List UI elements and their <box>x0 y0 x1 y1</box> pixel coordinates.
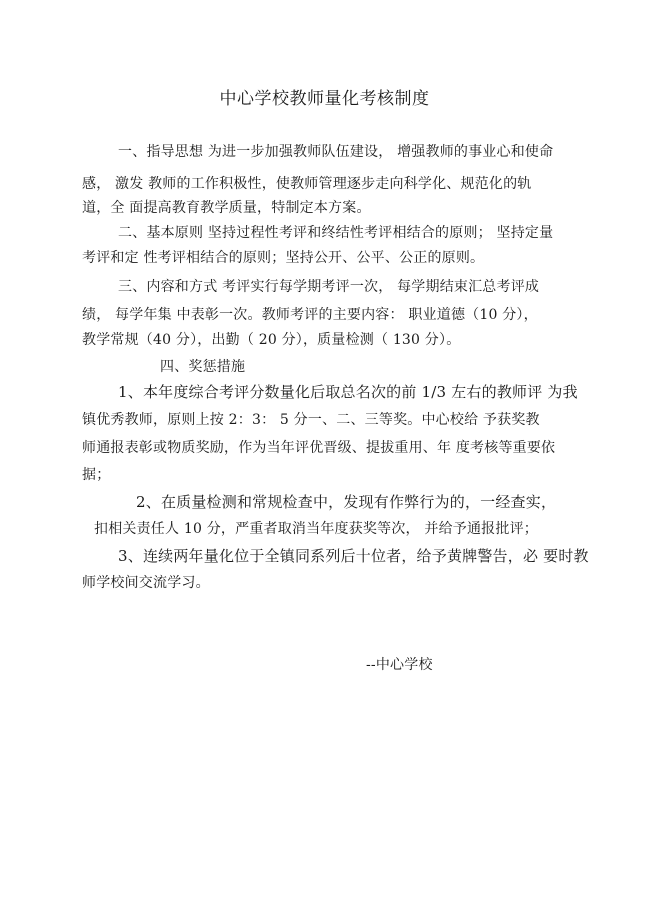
section4-item3-line1: 3、连续两年量化位于全镇同系列后十位者，给予黄牌警告，必 要时教 <box>118 547 589 565</box>
section1-line2: 感， 激发 教师的工作积极性，使教师管理逐步走向科学化、规范化的轨 <box>82 176 532 192</box>
section3-line1: 三、内容和方式 考评实行每学期考评一次， 每学期结束汇总考评成 <box>118 279 540 295</box>
section3-line3: 教学常规（40 分），出勤（ 20 分），质量检测（ 130 分）。 <box>82 332 461 348</box>
section4-item1-line1: 1、本年度综合考评分数量化后取总名次的前 1/3 左右的教师评 为我 <box>118 383 578 401</box>
section4-item1-line3: 师通报表彰或物质奖励，作为当年评优晋级、提拔重用、年 度考核等重要依 <box>82 440 556 456</box>
section4-item1-line2: 镇优秀教师，原则上按 2：3： 5 分一、二、三等奖。中心校给 予获奖教 <box>82 412 540 428</box>
section3-line2: 绩， 每学年集 中表彰一次。教师考评的主要内容： 职业道德（10 分）， <box>82 307 538 323</box>
signature: --中心学校 <box>366 657 433 673</box>
section4-item2-line2: 扣相关责任人 10 分，严重者取消当年度获奖等次， 并给予通报批评； <box>94 521 538 537</box>
section4-item1-line4: 据； <box>82 467 111 483</box>
section4-item3-line2: 师学校间交流学习。 <box>82 575 210 591</box>
section4-heading: 四、奖惩措施 <box>160 359 246 375</box>
section2-line1: 二、基本原则 坚持过程性考评和终结性考评相结合的原则； 坚持定量 <box>118 225 554 241</box>
section1-line3: 道，全 面提高教育教学质量，特制定本方案。 <box>82 200 371 216</box>
section2-line2: 考评和定 性考评相结合的原则；坚持公开、公平、公正的原则。 <box>82 250 485 266</box>
document-title: 中心学校教师量化考核制度 <box>219 89 430 109</box>
section4-item2-line1: 2、在质量检测和常规检查中，发现有作弊行为的，一经查实， <box>136 493 557 511</box>
section1-line1: 一、指导思想 为进一步加强教师队伍建设， 增强教师的事业心和使命 <box>118 144 554 160</box>
